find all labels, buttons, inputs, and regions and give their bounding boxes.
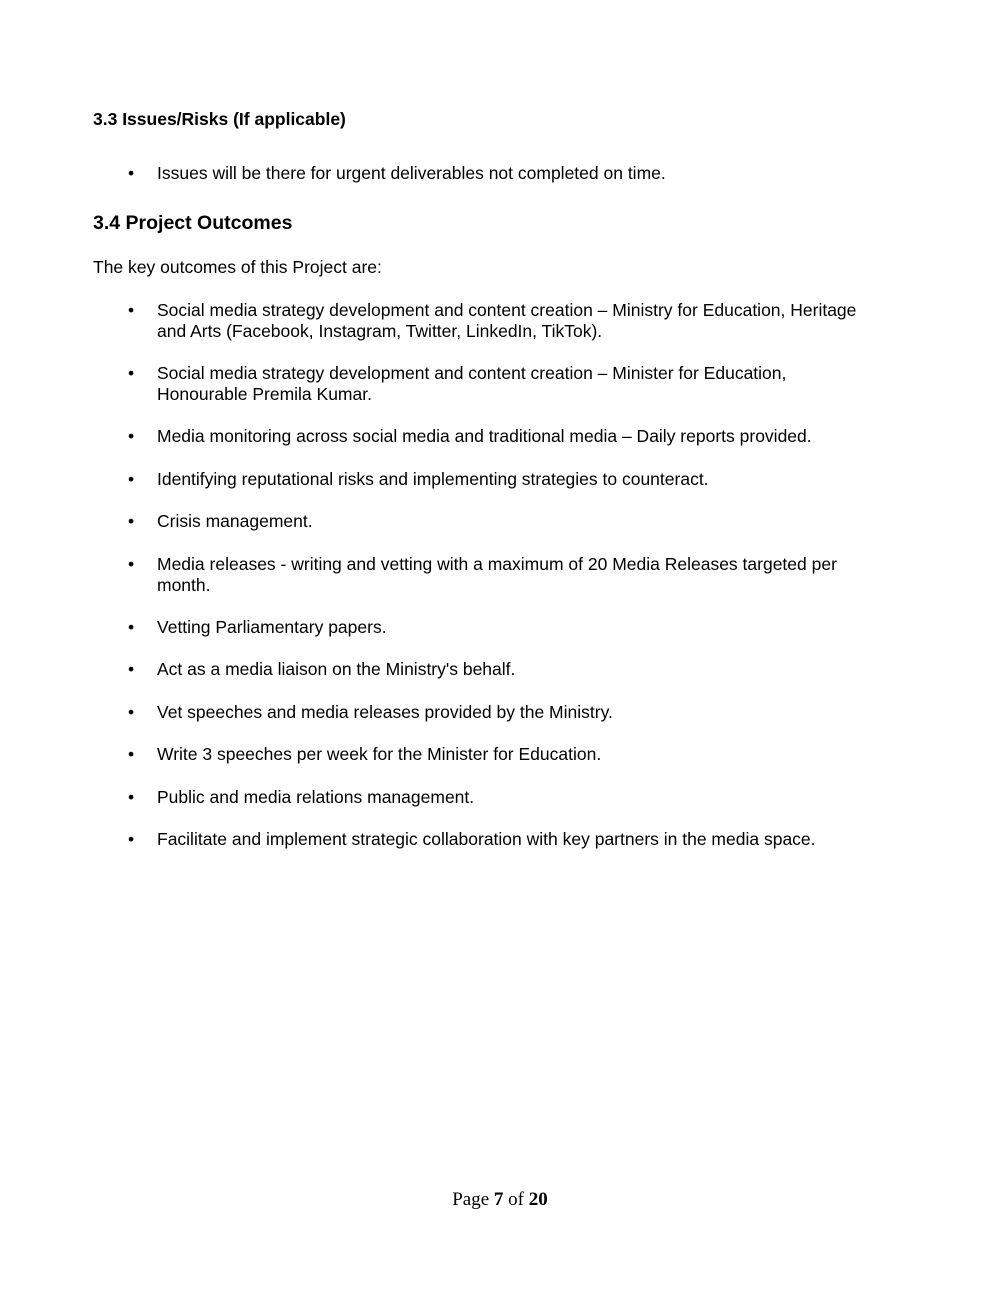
list-item-text: Act as a media liaison on the Ministry's behalf. — [157, 659, 516, 679]
section-intro: The key outcomes of this Project are: — [93, 257, 382, 277]
list-item-text: Facilitate and implement strategic collaboration with key partners in the media space. — [157, 829, 816, 849]
bullet-icon: • — [128, 702, 135, 722]
bullet-icon: • — [128, 426, 135, 446]
list-item-text: Issues will be there for urgent deliverables not completed on time. — [157, 163, 666, 183]
list-item-text: Social media strategy development and content creation – Ministry for Education, Heritage and Arts (Facebook, Instagram, Twitter, LinkedIn, TikTok). — [157, 300, 857, 341]
bullet-icon: • — [128, 617, 135, 637]
section-heading-issues-risks: 3.3 Issues/Risks (If applicable) — [93, 109, 346, 129]
bullet-icon: • — [128, 511, 135, 531]
bullet-icon: • — [128, 363, 135, 383]
bullet-icon: • — [128, 659, 135, 679]
section-heading-project-outcomes: 3.4 Project Outcomes — [93, 212, 293, 234]
list-item-text: Write 3 speeches per week for the Minister for Education. — [157, 744, 602, 764]
list-item-text: Public and media relations management. — [157, 787, 475, 807]
list-item-text: Media monitoring across social media and traditional media – Daily reports provided. — [157, 426, 812, 446]
bullet-icon: • — [128, 787, 135, 807]
page-label: Page — [452, 1189, 494, 1210]
bullet-icon: • — [128, 300, 135, 320]
bullet-icon: • — [128, 554, 135, 574]
page-of-label: of — [503, 1189, 529, 1210]
list-item-text: Vet speeches and media releases provided by the Ministry. — [157, 702, 613, 722]
list-item-text: Media releases - writing and vetting with a maximum of 20 Media Releases targeted per month. — [157, 554, 837, 595]
page-number-footer — [0, 1189, 1000, 1211]
bullet-icon: • — [128, 744, 135, 764]
list-item-text: Vetting Parliamentary papers. — [157, 617, 387, 637]
bullet-icon: • — [128, 163, 135, 183]
total-page-count: 20 — [528, 1189, 548, 1210]
list-item-text: Identifying reputational risks and implementing strategies to counteract. — [157, 469, 709, 489]
list-item-text: Crisis management. — [157, 511, 313, 531]
current-page-number: 7 — [493, 1189, 504, 1210]
bullet-icon: • — [128, 829, 135, 849]
bullet-icon: • — [128, 469, 135, 489]
list-item-text: Social media strategy development and content creation – Minister for Education, Honourable Premila Kumar. — [157, 363, 787, 404]
